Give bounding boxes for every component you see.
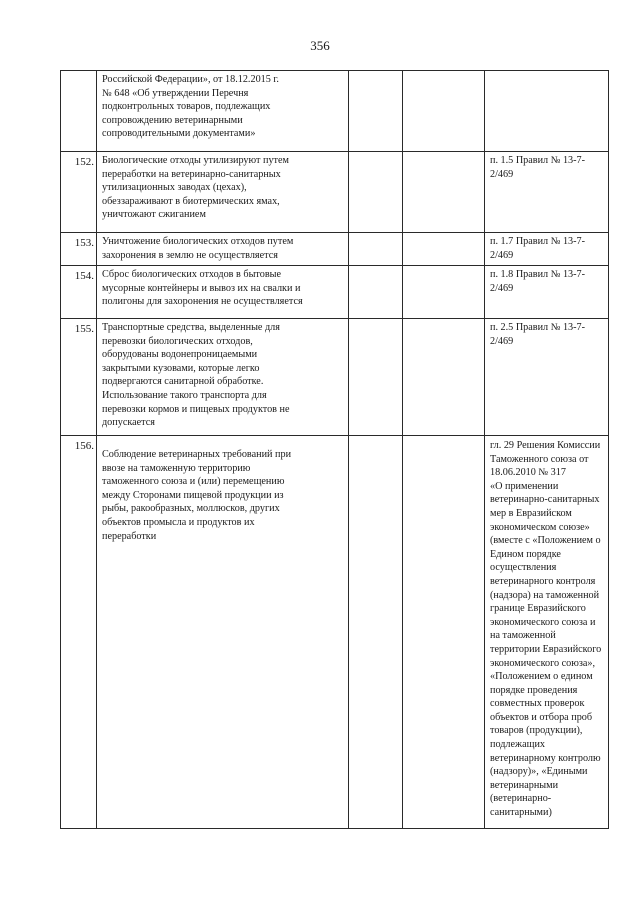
requirement-cell (97, 436, 349, 829)
requirement-text: Биологические отходы утилизируют путем переработки на ветеринарно-санитарных утилизационных заводах (цехах), обеззараживают в биотермических ямах, уничтожают сжиганием (102, 155, 289, 221)
requirement-cell (97, 152, 349, 233)
requirements-table (60, 70, 609, 829)
empty-cell (403, 71, 485, 152)
requirement-cell (97, 71, 349, 152)
page-number: 356 (310, 38, 330, 53)
reference-cell (485, 71, 609, 152)
requirement-cell (97, 319, 349, 436)
table-row (61, 71, 609, 152)
empty-cell (349, 152, 403, 233)
table-row (61, 152, 609, 233)
requirement-text: Уничтожение биологических отходов путем захоронения в землю не осуществляется (102, 236, 294, 261)
row-number-cell (61, 266, 97, 319)
table-row (61, 436, 609, 829)
empty-cell (403, 436, 485, 829)
empty-cell (349, 319, 403, 436)
reference-text: п. 1.5 Правил № 13-7- 2/469 (490, 155, 586, 180)
empty-cell (403, 233, 485, 266)
table-row (61, 266, 609, 319)
reference-cell (485, 436, 609, 829)
reference-cell (485, 266, 609, 319)
requirement-cell (97, 233, 349, 266)
row-number-cell (61, 436, 97, 829)
row-number: 156. (74, 440, 94, 452)
empty-cell (403, 152, 485, 233)
reference-text: п. 2.5 Правил № 13-7- 2/469 (490, 322, 586, 347)
reference-cell (485, 319, 609, 436)
row-number-cell (61, 71, 97, 152)
row-number: 155. (74, 323, 94, 335)
row-number-cell (61, 152, 97, 233)
row-number: 154. (74, 270, 94, 282)
empty-cell (403, 266, 485, 319)
row-number: 153. (74, 237, 94, 249)
table-row (61, 233, 609, 266)
empty-cell (403, 319, 485, 436)
reference-cell (485, 152, 609, 233)
requirement-text: Соблюдение ветеринарных требований при ввозе на таможенную территорию таможенного союза и (или) перемещению между Сторонами пищевой продукции из рыбы, ракообразных, моллюсков, других объектов промысла и продуктов их переработки (102, 449, 292, 542)
empty-cell (349, 233, 403, 266)
reference-text: п. 1.7 Правил № 13-7- 2/469 (490, 236, 586, 261)
requirement-text: Транспортные средства, выделенные для перевозки биологических отходов, оборудованы водонепроницаемыми закрытыми кузовами, которые легко подвергаются санитарной обработке. Использование такого транспорта для перевозки кормов и пищевых продуктов не допускается (102, 322, 290, 429)
empty-cell (349, 436, 403, 829)
row-number-cell (61, 233, 97, 266)
reference-cell (485, 233, 609, 266)
empty-cell (349, 71, 403, 152)
empty-cell (349, 266, 403, 319)
reference-text: п. 1.8 Правил № 13-7- 2/469 (490, 269, 586, 294)
requirement-text: Российской Федерации», от 18.12.2015 г. № 648 «Об утверждении Перечня подконтрольных товаров, подлежащих сопровождению ветеринарными сопроводительными документами» (102, 74, 279, 140)
requirement-text: Сброс биологических отходов в бытовые мусорные контейнеры и вывоз их на свалки и полигоны для захоронения не осуществляется (102, 269, 303, 308)
requirement-cell (97, 266, 349, 319)
row-number: 152. (74, 156, 94, 168)
table-row (61, 319, 609, 436)
row-number-cell (61, 319, 97, 436)
reference-text: гл. 29 Решения Комиссии Таможенного союза от 18.06.2010 № 317 «О применении ветеринарно-санитарных мер в Евразийском экономическом союзе» (вместе с «Положением о Едином порядке осуществления ветеринарного контроля (надзора) на таможенной границе Евразийского экономического союза и на таможенной территории Евразийского экономического союза», «Положением о едином порядке проведения совместных проверок объектов и отбора проб товаров (продукции), подлежащих ветеринарному контролю (надзору)», «Едиными ветеринарными (ветеринарно- санитарными) (490, 440, 602, 819)
